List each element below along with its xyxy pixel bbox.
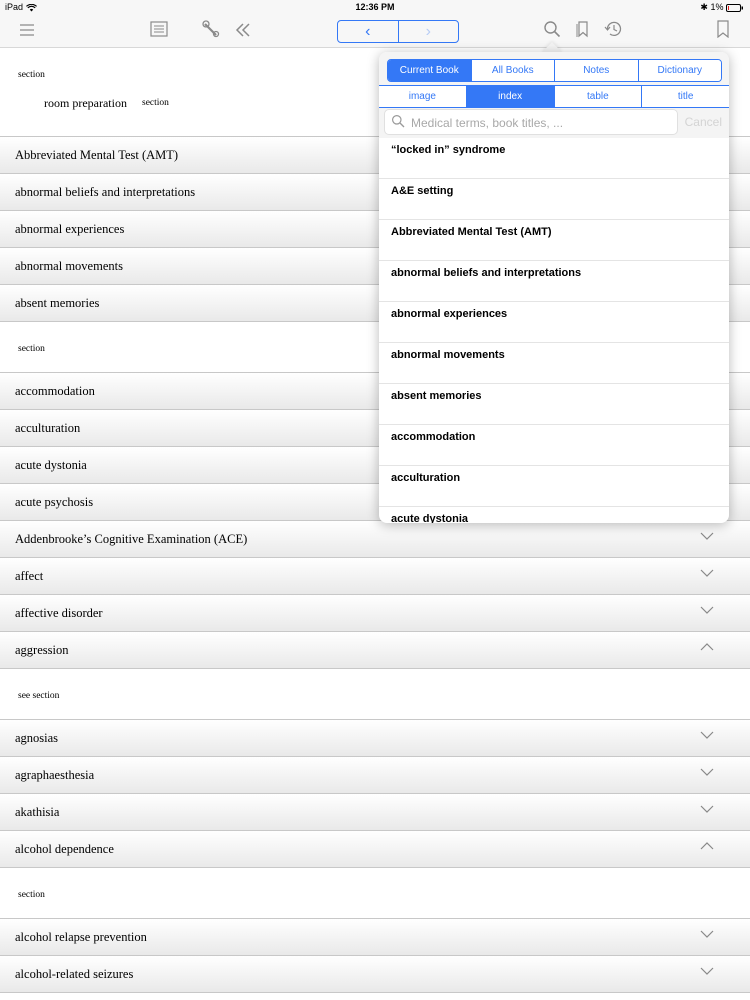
search-result[interactable]: [379, 138, 729, 179]
index-row-label: aggression: [15, 643, 69, 657]
index-row[interactable]: [0, 720, 750, 757]
search-popover: [379, 52, 729, 523]
index-row[interactable]: [0, 595, 750, 632]
search-result[interactable]: [379, 302, 729, 343]
type-tab[interactable]: image: [379, 86, 466, 107]
search-result[interactable]: [379, 384, 729, 425]
index-row-label: acculturation: [15, 421, 81, 435]
section-link[interactable]: room preparation: [44, 96, 127, 110]
bookmark-icon[interactable]: [712, 20, 734, 42]
scope-tab[interactable]: Dictionary: [638, 60, 722, 81]
index-row-label: Addenbrooke’s Cognitive Examination (ACE): [15, 532, 248, 546]
index-row-label: alcohol relapse prevention: [15, 930, 147, 944]
index-row-label: alcohol dependence: [15, 842, 114, 856]
history-icon[interactable]: [602, 20, 624, 42]
chevron-up-icon[interactable]: [700, 640, 714, 654]
scope-tab[interactable]: Current Book: [388, 60, 471, 81]
search-result-label: absent memories: [391, 390, 482, 402]
index-row-label: alcohol-related seizures: [15, 967, 134, 981]
search-result[interactable]: [379, 507, 729, 523]
bookmarks-icon[interactable]: [572, 20, 594, 42]
bluetooth-icon: ✱: [700, 2, 708, 12]
chevron-down-icon[interactable]: [700, 802, 714, 816]
section-label: section: [18, 890, 45, 900]
menu-icon[interactable]: [16, 20, 38, 42]
search-result[interactable]: [379, 343, 729, 384]
section-label: see section: [18, 691, 60, 701]
index-row-label: abnormal movements: [15, 259, 123, 273]
search-result-label: abnormal beliefs and interpretations: [391, 267, 582, 279]
index-row[interactable]: [0, 521, 750, 558]
scope-tab[interactable]: All Books: [471, 60, 555, 81]
search-result[interactable]: [379, 425, 729, 466]
section-label: section: [18, 344, 45, 354]
scope-tabs: [387, 59, 722, 82]
search-results: [379, 138, 729, 523]
index-row[interactable]: [0, 558, 750, 595]
list-icon[interactable]: [148, 20, 170, 42]
index-row[interactable]: [0, 794, 750, 831]
forward-button[interactable]: ›: [398, 21, 459, 42]
chevron-down-icon[interactable]: [700, 529, 714, 543]
page-nav-segment: [337, 20, 459, 43]
index-row-label: absent memories: [15, 296, 100, 310]
index-row-label: affect: [15, 569, 44, 583]
search-result[interactable]: [379, 179, 729, 220]
device-name: iPad: [5, 2, 24, 12]
search-result[interactable]: [379, 220, 729, 261]
chevron-down-icon[interactable]: [700, 765, 714, 779]
search-result-label: accommodation: [391, 431, 476, 443]
section-tag: section: [142, 98, 169, 108]
index-row-label: acute psychosis: [15, 495, 94, 509]
search-input[interactable]: [409, 112, 673, 133]
search-result-label: acute dystonia: [391, 513, 469, 523]
type-tab[interactable]: index: [466, 86, 554, 107]
index-row-label: agraphaesthesia: [15, 768, 95, 782]
chevron-down-icon[interactable]: [700, 566, 714, 580]
battery-icon: [726, 4, 744, 12]
search-result-label: Abbreviated Mental Test (AMT): [391, 226, 552, 238]
type-tab[interactable]: table: [554, 86, 642, 107]
status-bar: [0, 0, 750, 14]
search-icon[interactable]: [541, 20, 563, 42]
index-row-label: accommodation: [15, 384, 95, 398]
search-result-label: A&E setting: [391, 185, 454, 197]
index-row[interactable]: [0, 956, 750, 993]
index-row[interactable]: [0, 632, 750, 669]
index-row-label: Abbreviated Mental Test (AMT): [15, 148, 179, 162]
back-button[interactable]: ‹: [365, 23, 371, 40]
chevron-down-icon[interactable]: [700, 603, 714, 617]
section-label: section: [18, 70, 45, 80]
index-row[interactable]: [0, 919, 750, 956]
chevron-down-icon[interactable]: [700, 927, 714, 941]
tools-icon[interactable]: [200, 20, 222, 42]
search-result-label: “locked in” syndrome: [391, 144, 506, 156]
index-row-label: abnormal beliefs and interpretations: [15, 185, 196, 199]
chevron-up-icon[interactable]: [700, 839, 714, 853]
chevron-down-icon[interactable]: [700, 964, 714, 978]
clock: 12:36 PM: [355, 2, 395, 12]
section-link[interactable]: [0, 669, 750, 720]
battery-percent: 1%: [710, 2, 724, 12]
search-result[interactable]: [379, 466, 729, 507]
search-result-label: abnormal experiences: [391, 308, 508, 320]
type-tab[interactable]: title: [641, 86, 729, 107]
index-row-label: affective disorder: [15, 606, 103, 620]
index-row-label: acute dystonia: [15, 458, 87, 472]
search-header: [379, 52, 729, 138]
search-result-label: acculturation: [391, 472, 461, 484]
cancel-button[interactable]: Cancel: [684, 115, 722, 129]
toolbar: [0, 14, 750, 48]
search-result-label: abnormal movements: [391, 349, 505, 361]
index-row[interactable]: [0, 757, 750, 794]
search-result[interactable]: [379, 261, 729, 302]
search-bar: [384, 109, 678, 135]
search-icon: [391, 114, 405, 128]
index-row-label: agnosias: [15, 731, 59, 745]
index-row[interactable]: [0, 831, 750, 868]
type-tabs: [379, 85, 729, 108]
scope-tab[interactable]: Notes: [554, 60, 638, 81]
section-link[interactable]: [0, 868, 750, 919]
double-chevron-left-icon[interactable]: [232, 20, 254, 42]
chevron-down-icon[interactable]: [700, 728, 714, 742]
index-row-label: akathisia: [15, 805, 60, 819]
index-row-label: abnormal experiences: [15, 222, 125, 236]
status-right: [700, 2, 744, 13]
